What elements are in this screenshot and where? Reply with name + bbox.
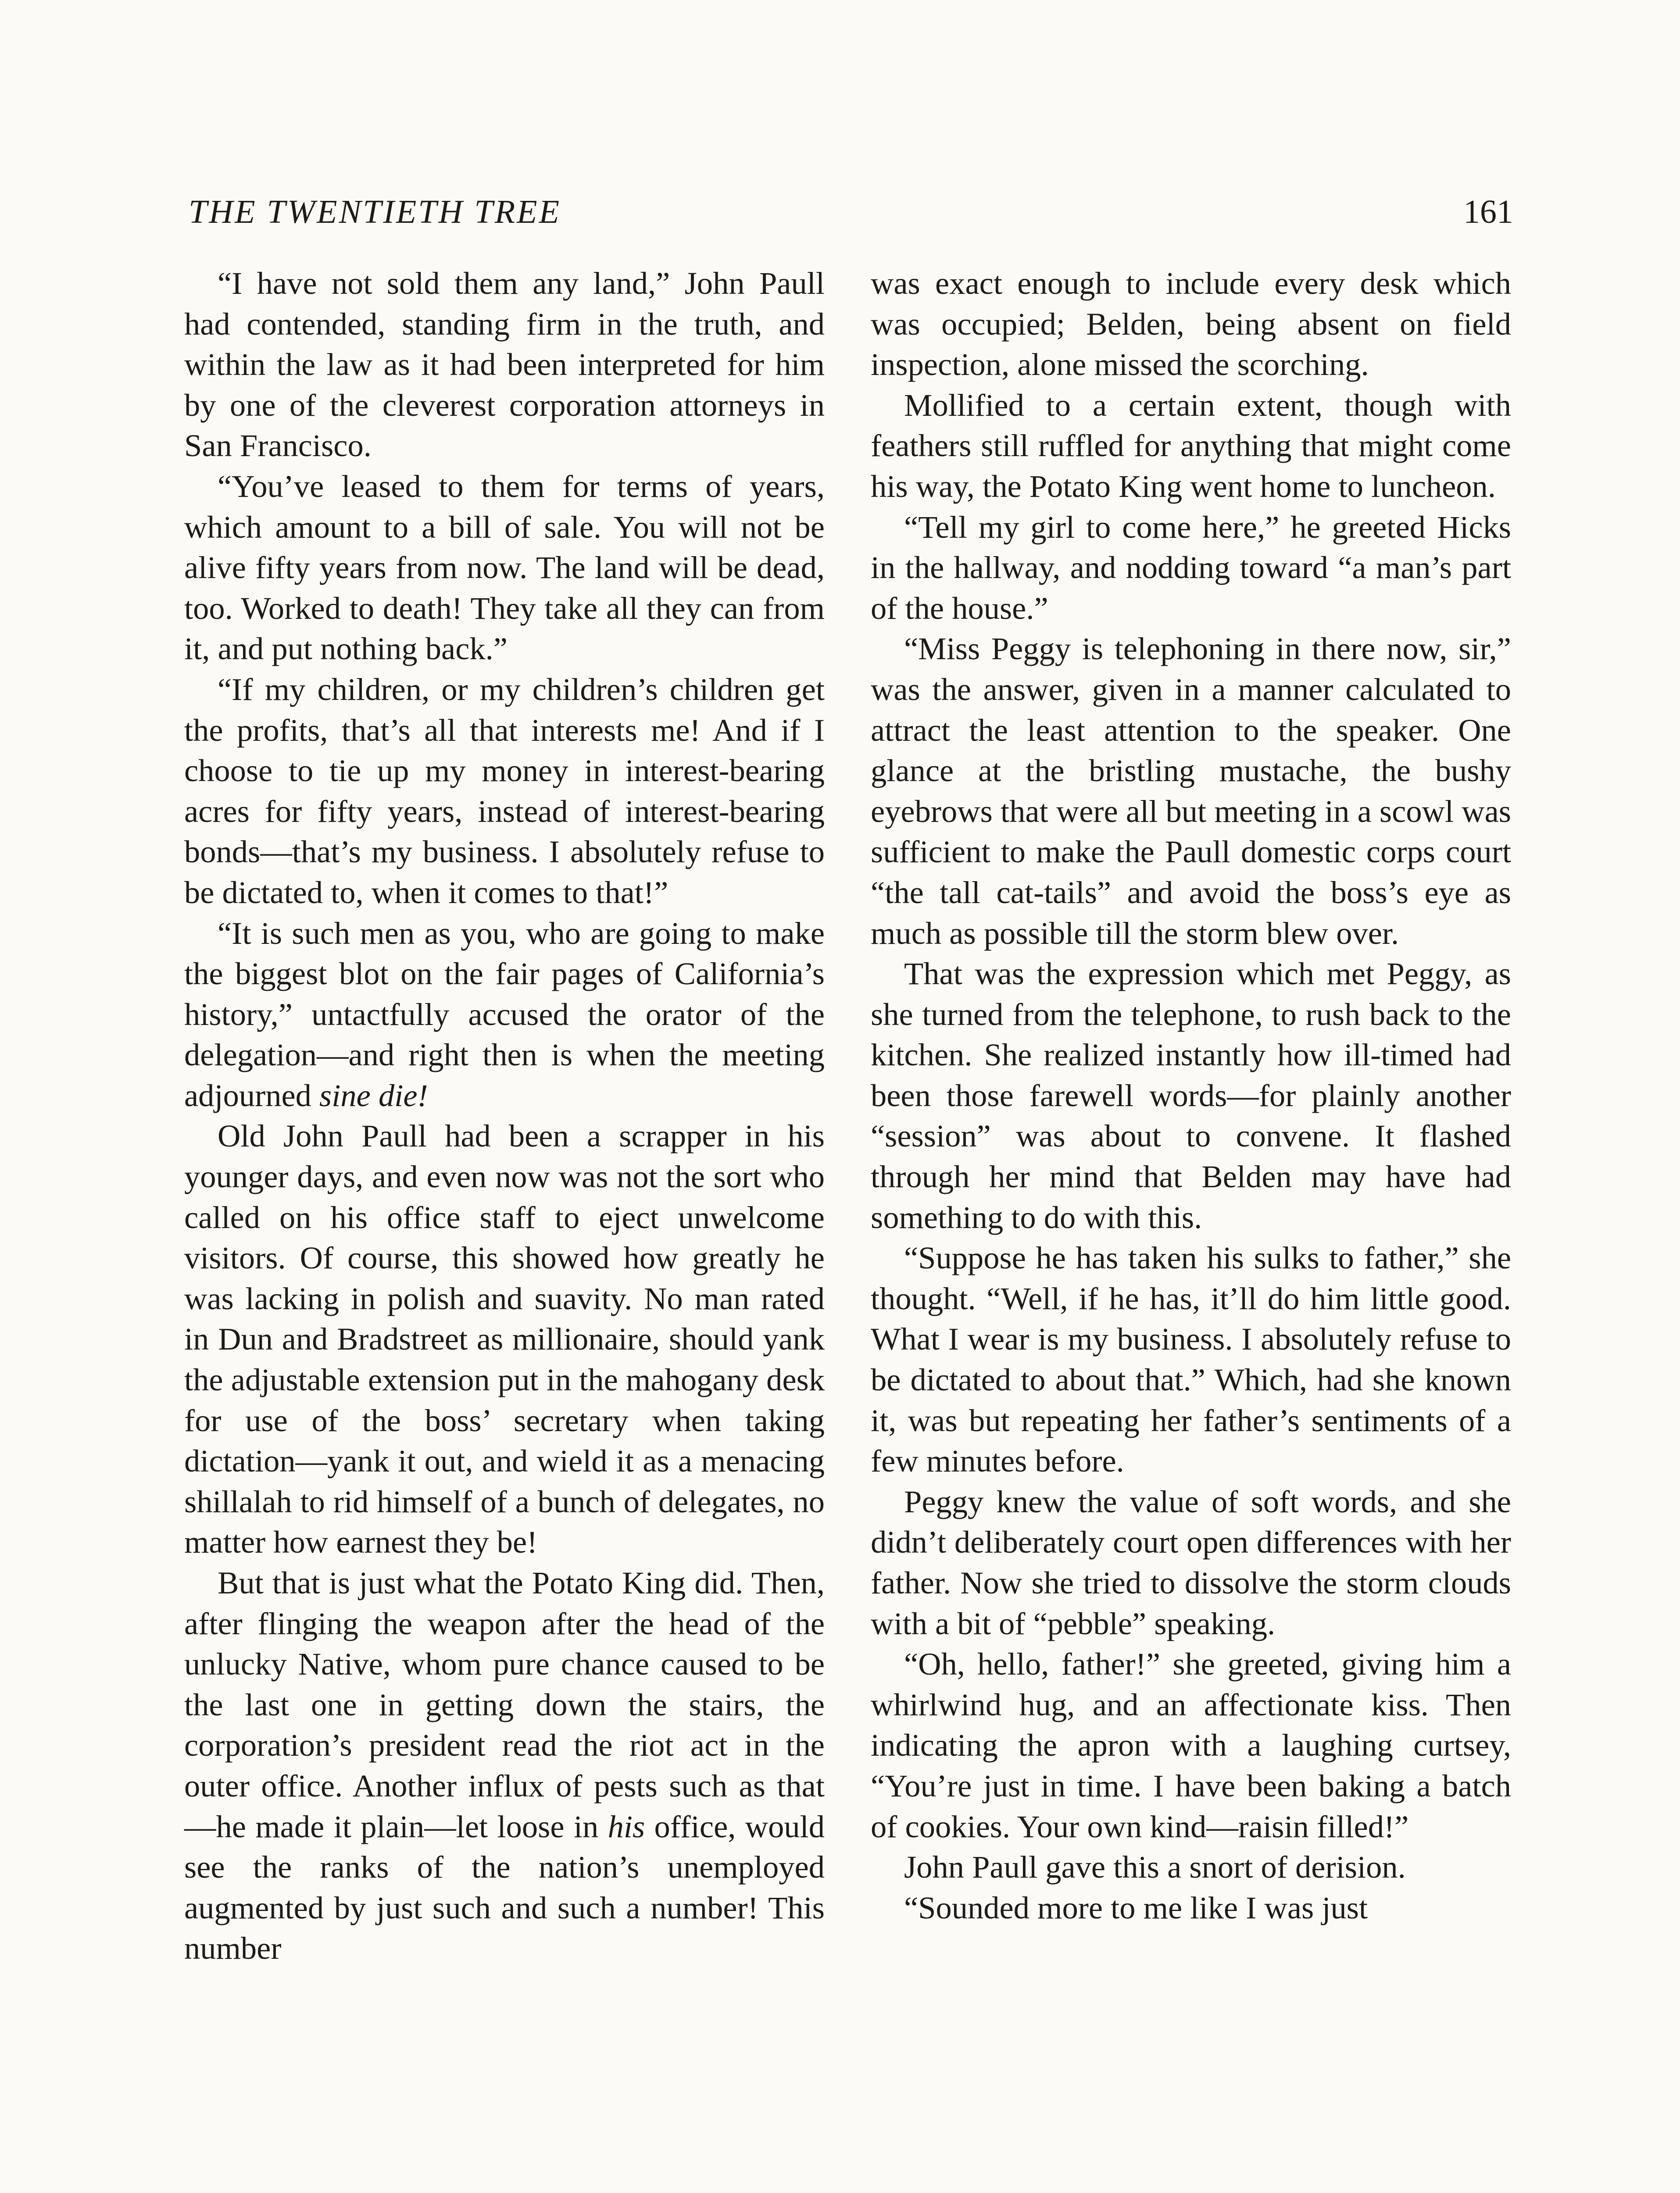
paragraph: Mollified to a certain extent, though with feathers still ruffled for anything that might come his way, the Potato King went home to luncheon. [871, 387, 1511, 504]
paragraph: John Paull gave this a snort of derision. [904, 1849, 1406, 1885]
paragraph: “Miss Peggy is telephoning in there now, sir,” was the answer, given in a manner calculated to attract the least attention to the speaker. One glance at the bristling mustache, the bushy eyebrows that were all but meeting in a scowl was sufficient to make the Paull domestic corps court “the tall cat-tails” and avoid the boss’s eye as much as possible till the storm blew over. [871, 631, 1511, 951]
paragraph: “It is such men as you, who are going to make the biggest blot on the fair pages of California’s history,” untactfully accused the orator of the delegation—and right then is when the meeting adjourned sine die! [184, 915, 825, 1113]
paragraph: But that is just what the Potato King did. Then, after flinging the weapon after the head of the unlucky Native, whom pure chance caused to be the last one in getting down the stairs, the corporation’s president read the riot act in the outer office. Another influx of pests such as that—he made it plain—let loose in his office, would see the ranks of the nation’s unemployed augmented by just such and such a number! This number [184, 1565, 825, 1966]
paragraph: “Tell my girl to come here,” he greeted Hicks in the hallway, and nodding toward “a man’s part of the house.” [871, 509, 1511, 626]
paragraph: Peggy knew the value of soft words, and she didn’t deliberately court open differences with her father. Now she tried to dissolve the storm clouds with a bit of “pebble” speaking. [871, 1483, 1511, 1641]
right-column [871, 263, 1511, 1928]
paragraph: That was the expression which met Peggy, as she turned from the telephone, to rush back to the kitchen. She realized instantly how ill-timed had been those farewell words—for plainly another “session” was about to convene. It flashed through her mind that Belden may have had something to do with this. [871, 956, 1511, 1235]
paragraph: Old John Paull had been a scrapper in his younger days, and even now was not the sort who called on his office staff to eject unwelcome visitors. Of course, this showed how greatly he was lacking in polish and suavity. No man rated in Dun and Bradstreet as millionaire, should yank the adjustable extension put in the mahogany desk for use of the boss’ secretary when taking dictation—yank it out, and wield it as a menacing shillalah to rid himself of a bunch of delegates, no matter how earnest they be! [184, 1118, 825, 1560]
paragraph-continued: was exact enough to include every desk which was occupied; Belden, being absent on field inspection, alone missed the scorching. [871, 265, 1511, 382]
paragraph: “If my children, or my children’s children get the profits, that’s all that interests me! And if I choose to tie up my money in interest-bearing acres for fifty years, instead of interest-bearing bonds—that’s my business. I absolutely refuse to be dictated to, when it comes to that!” [184, 671, 825, 910]
paragraph: “Sounded more to me like I was just [904, 1889, 1368, 1925]
running-head [189, 193, 1513, 246]
running-title: THE TWENTIETH TREE [189, 193, 561, 230]
paragraph: “Suppose he has taken his sulks to father,” she thought. “Well, if he has, it’ll do him little good. What I wear is my business. I absolutely refuse to be dictated to about that.” Which, had she known it, was but repeating her father’s sentiments of a few minutes before. [871, 1240, 1511, 1479]
paragraph: “I have not sold them any land,” John Paull had contended, standing firm in the truth, and within the law as it had been interpreted for him by one of the cleverest corporation attorneys in San Francisco. [184, 265, 825, 464]
left-column [184, 263, 825, 1969]
paragraph: “You’ve leased to them for terms of years, which amount to a bill of sale. You will not be alive fifty years from now. The land will be dead, too. Worked to death! They take all they can from it, and put nothing back.” [184, 468, 825, 667]
page-number: 161 [1463, 193, 1513, 230]
paragraph: “Oh, hello, father!” she greeted, giving him a whirlwind hug, and an affectionate kiss. Then indicating the apron with a laughing curtsey, “You’re just in time. I have been baking a batch of cookies. Your own kind—raisin filled!” [871, 1646, 1511, 1844]
italic-word: his [608, 1808, 645, 1844]
italic-phrase: sine die! [319, 1077, 428, 1113]
